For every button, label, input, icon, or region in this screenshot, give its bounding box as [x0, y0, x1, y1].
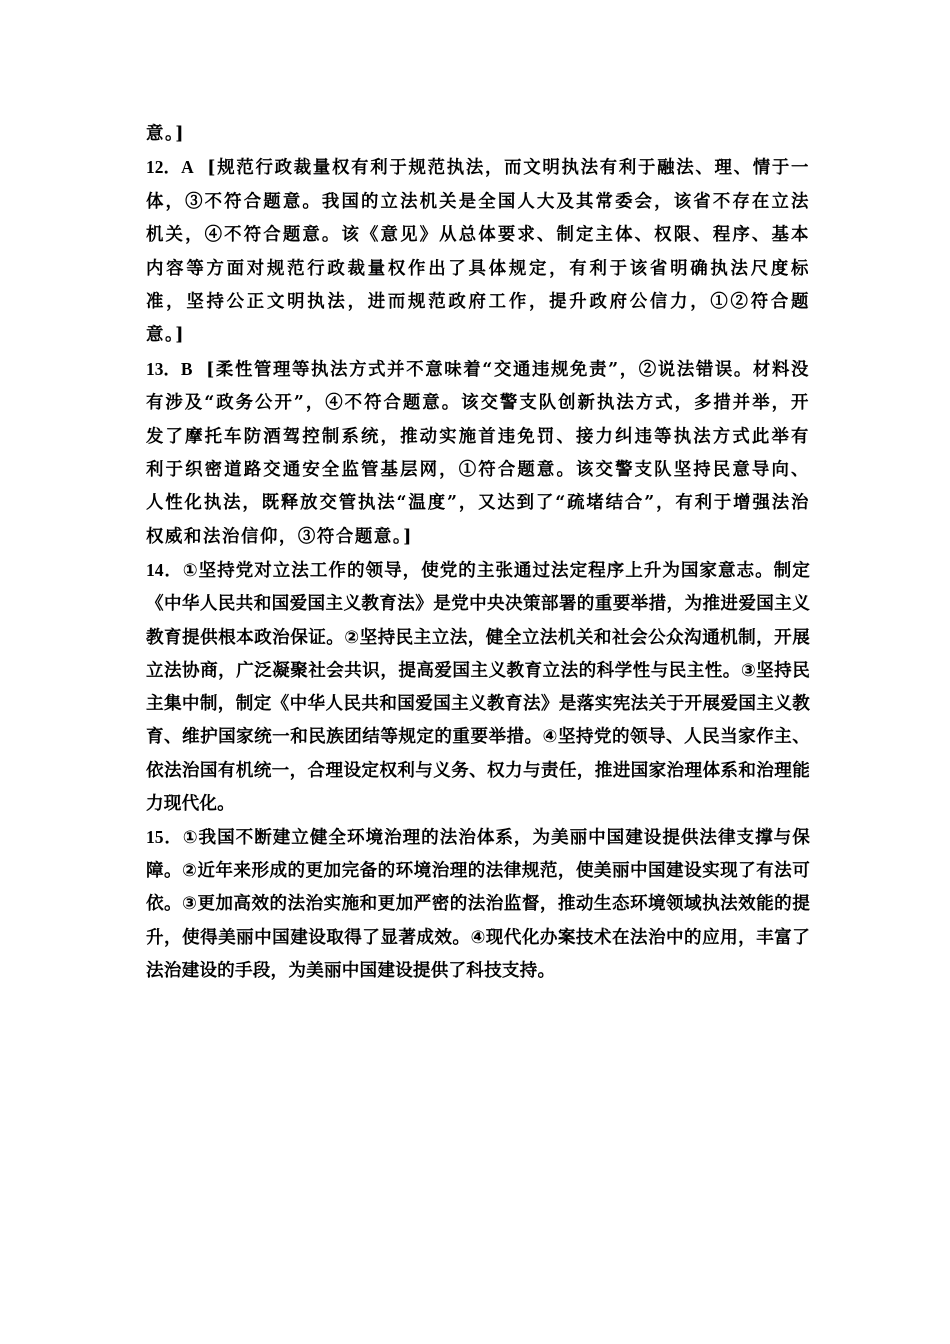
answer-content — [146, 118, 810, 988]
answer-15-paragraph — [146, 821, 810, 988]
answer-12-letter: A — [181, 157, 196, 178]
answer-13-number: 13． — [146, 358, 181, 379]
answer-14-text: ①坚持党对立法工作的领导，使党的主张通过法定程序上升为国家意志。制定《中华人民共和国爱国主义教育法》是党中央决策部署的重要举措，为推进爱国主义教育提供根本政治保证。②坚持民主立法，健全立法机关和社会公众沟通机制，开展立法协商，广泛凝聚社会共识，提高爱国主义教育立法的科学性与民主性。③坚持民主集中制，制定《中华人民共和国爱国主义教育法》是落实宪法关于开展爱国主义教育、维护国家统一和民族团结等规定的重要举措。④坚持党的领导、人民当家作主、依法治国有机统一，合理设定权利与义务、权力与责任，推进国家治理体系和治理能力现代化。 — [146, 561, 810, 814]
answer-15-text: ①我国不断建立健全环境治理的法治体系，为美丽中国建设提供法律支撑与保障。②近年来形成的更加完备的环境治理的法律规范，使美丽中国建设实现了有法可依。③更加高效的法治实施和更加严密的法治监督，推动生态环境领域执法效能的提升，使得美丽中国建设取得了显著成效。④现代化办案技术在法治中的应用，丰富了法治建设的手段，为美丽中国建设提供了科技支持。 — [146, 827, 810, 981]
continuation-paragraph — [146, 118, 810, 151]
answer-14-paragraph — [146, 554, 810, 821]
answer-13-paragraph — [146, 353, 810, 554]
answer-12-paragraph — [146, 151, 810, 352]
answer-12-number: 12． — [146, 157, 182, 178]
answer-13-explanation: [柔性管理等执法方式并不意味着“交通违规免责”，②说法错误。材料没有涉及“政务公开”，④不符合题意。该交警支队创新执法方式，多措并举，开发了摩托车防酒驾控制系统，推动实施首违免罚、接力纠违等执法方式此举有利于织密道路交通安全监管基层网，①符合题意。该交警支队坚持民意导向、人性化执法，既释放交管执法“温度”，又达到了“疏堵结合”，有利于增强法治权威和法治信仰，③符合题意。] — [146, 359, 810, 547]
answer-12-explanation: [规范行政裁量权有利于规范执法，而文明执法有利于融法、理、情于一体，③不符合题意。我国的立法机关是全国人大及其常委会，该省不存在立法机关，④不符合题意。该《意见》从总体要求、制定主体、权限、程序、基本内容等方面对规范行政裁量权作出了具体规定，有利于该省明确执法尺度标准，坚持公正文明执法，进而规范政府工作，提升政府公信力，①②符合题意。] — [146, 158, 810, 346]
answer-15-number: 15． — [146, 826, 183, 847]
continuation-text: 意。] — [146, 124, 186, 144]
answer-14-number: 14． — [146, 560, 183, 581]
answer-13-letter: B — [180, 358, 195, 379]
